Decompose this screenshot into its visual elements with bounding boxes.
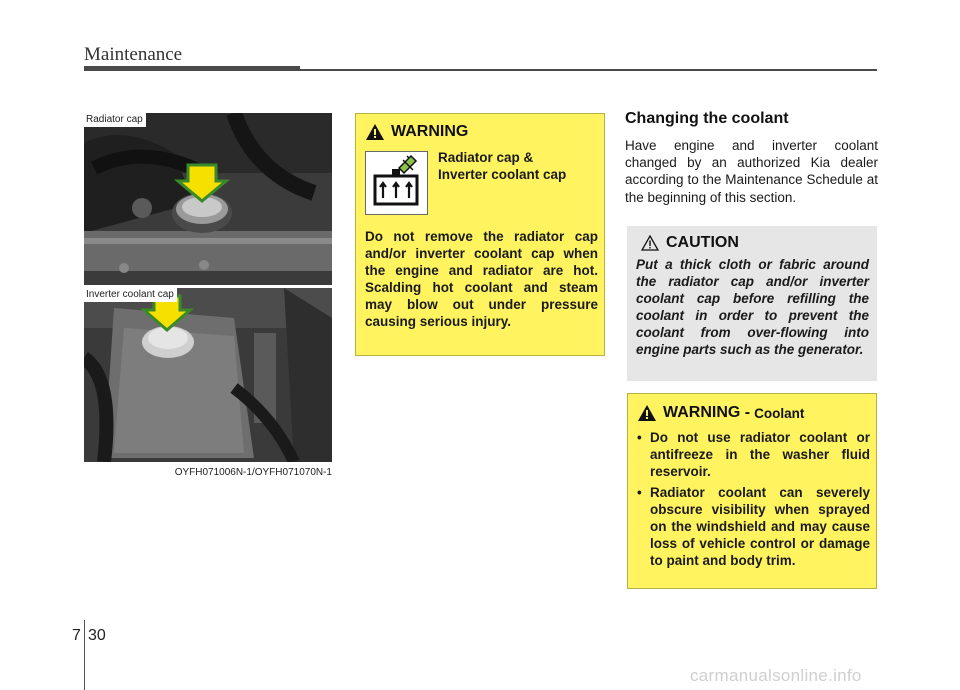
list-item-text: Do not use radiator coolant or antifreeze in the washer fluid reservoir. [650, 430, 870, 479]
list-item-text: Radiator coolant can severely obscure visibility when sprayed on the windshield and may cause loss of vehicle control or damage to paint and body trim. [650, 485, 870, 568]
header-rule-thick [84, 66, 300, 71]
page-divider [84, 620, 85, 690]
coolant-warning-subheading: Coolant [754, 405, 805, 421]
warning-heading-text: WARNING [391, 123, 469, 140]
warning-heading [366, 123, 468, 141]
warning-title [438, 149, 566, 183]
bullet-icon: • [637, 430, 642, 445]
radiator-cap-hot-icon [365, 151, 428, 215]
page-number: 30 [88, 627, 106, 644]
warning-title-line1: Radiator cap & [438, 150, 534, 165]
warning-title-line2: Inverter coolant cap [438, 167, 567, 182]
list-item [637, 429, 870, 480]
coolant-warning-heading-text: WARNING - [663, 404, 751, 421]
coolant-warning-heading [638, 404, 804, 422]
caution-triangle-icon [641, 235, 659, 251]
coolant-warning-box [627, 393, 877, 589]
radiator-cap-photo [84, 113, 332, 285]
warning-triangle-icon [366, 124, 384, 140]
header-rule-thin [300, 69, 877, 71]
bullet-icon: • [637, 485, 642, 500]
caution-heading-text: CAUTION [666, 234, 739, 251]
section-body: Have engine and inverter coolant changed by an authorized Kia dealer according to the Maintenance Schedule at the beginning of this section. [625, 138, 878, 205]
warning-triangle-icon [638, 405, 656, 421]
warning-body: Do not remove the radiator cap and/or inverter coolant cap when the engine and radiator are hot. Scalding hot coolant and steam may blow out under pressure causing serious injury. [365, 229, 598, 329]
inverter-coolant-cap-photo [84, 288, 332, 462]
radiator-cap-warning-box [355, 113, 605, 356]
caution-heading [641, 234, 739, 252]
section-number: 7 [72, 627, 81, 644]
radiator-cap-label: Radiator cap [84, 113, 146, 127]
inverter-coolant-cap-label: Inverter coolant cap [84, 288, 177, 302]
section-title: Changing the coolant [625, 110, 789, 127]
list-item [637, 484, 870, 569]
caution-box [627, 226, 877, 381]
photo-code: OYFH071006N-1/OYFH071070N-1 [174, 467, 332, 478]
header-title: Maintenance [84, 44, 183, 65]
watermark: carmanualsonline.info [690, 666, 862, 685]
caution-body: Put a thick cloth or fabric around the radiator cap and/or inverter coolant cap before refilling the coolant in order to prevent the coolant from over-flowing into engine parts such as the generator. [636, 257, 869, 357]
coolant-warning-list [637, 429, 870, 573]
